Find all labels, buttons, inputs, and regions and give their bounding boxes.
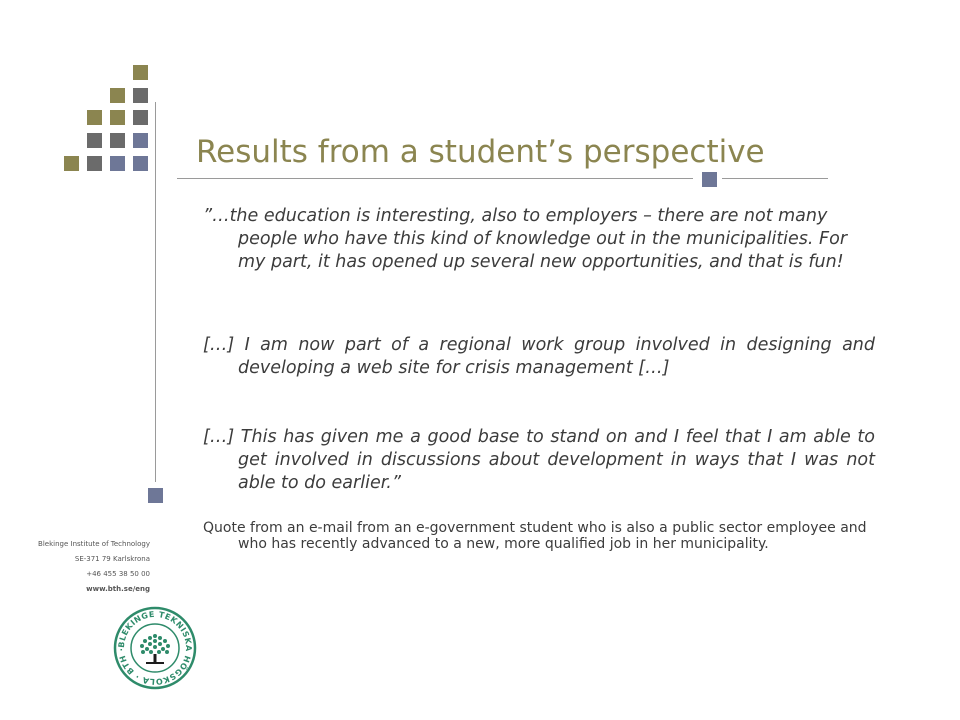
institute-phone: +46 455 38 50 00 bbox=[86, 570, 150, 578]
grid-square bbox=[133, 110, 148, 125]
grid-square bbox=[87, 156, 102, 171]
institute-website-link[interactable]: www.bth.se/eng bbox=[86, 585, 150, 593]
vertical-divider bbox=[155, 102, 156, 482]
quote-paragraph-3: […] This has given me a good base to stand on and I feel that I am able to get involved in discussions about development in ways that I was not able to do earlier.” bbox=[203, 427, 875, 493]
grid-square bbox=[133, 133, 148, 148]
bth-logo bbox=[113, 606, 197, 690]
quote-paragraph-2: […] I am now part of a regional work group involved in designing and developing a web site for crisis management […] bbox=[203, 335, 875, 378]
title-rule-square bbox=[702, 172, 717, 187]
institute-address: SE-371 79 Karlskrona bbox=[74, 555, 150, 563]
grid-square bbox=[87, 133, 102, 148]
slide-title: Results from a student’s perspective bbox=[196, 134, 765, 170]
institute-contact bbox=[10, 537, 150, 597]
quote-paragraph-1: ”…the education is interesting, also to employers – there are not many people who have this kind of knowledge out in the municipalities. For my part, it has opened up several new opportunities, and that is fun! bbox=[203, 206, 848, 272]
quote-source-note: Quote from an e-mail from an e-government student who is also a public sector employee and who has recently advanced to a new, more qualified job in her municipality. bbox=[203, 520, 867, 552]
grid-square bbox=[133, 88, 148, 103]
grid-square bbox=[133, 156, 148, 171]
institute-name: Blekinge Institute of Technology bbox=[38, 540, 150, 548]
title-underline-tail bbox=[722, 178, 828, 179]
logo-text: BLEKINGE TEKNISKA HÖGSKOLA · BTH · bbox=[116, 609, 194, 687]
grid-square bbox=[110, 133, 125, 148]
grid-square bbox=[87, 110, 102, 125]
grid-square bbox=[133, 65, 148, 80]
grid-square bbox=[110, 110, 125, 125]
grid-square bbox=[110, 156, 125, 171]
title-underline bbox=[177, 178, 693, 179]
grid-square bbox=[110, 88, 125, 103]
sidebar-rule-square bbox=[148, 488, 163, 503]
grid-square bbox=[64, 156, 79, 171]
